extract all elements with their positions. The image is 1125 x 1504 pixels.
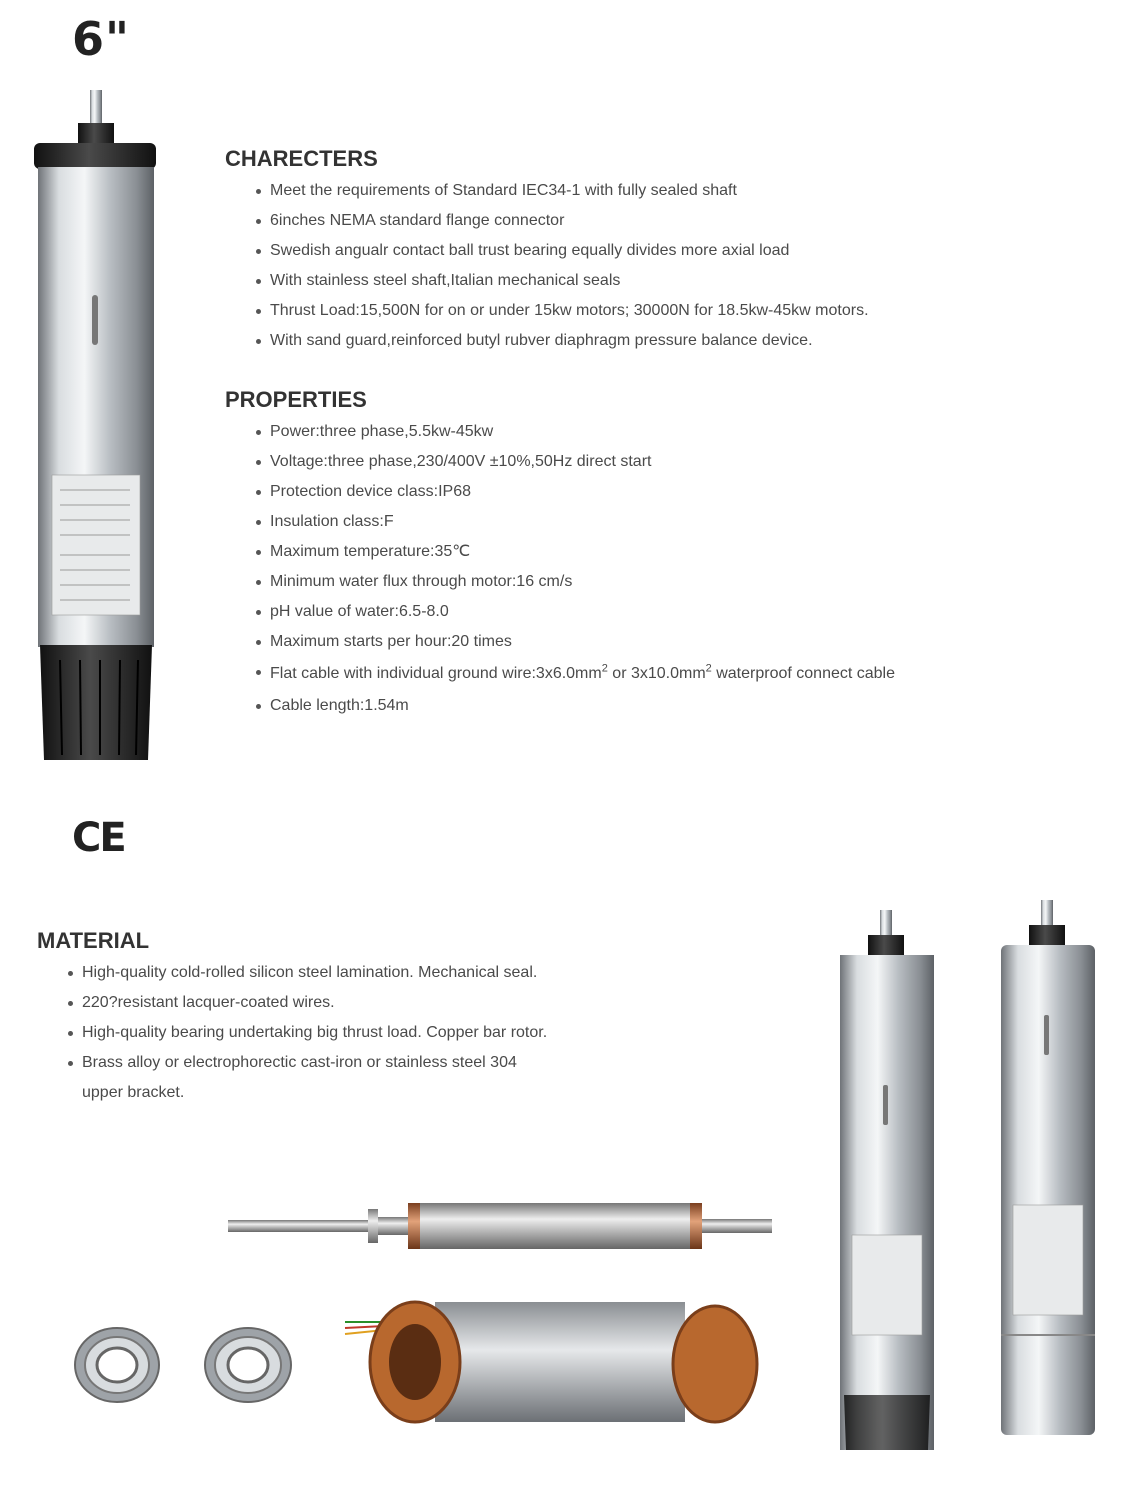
list-item: High-quality cold-rolled silicon steel lamination. Mechanical seal. bbox=[38, 958, 562, 988]
list-item: 220?resistant lacquer-coated wires. bbox=[38, 988, 562, 1018]
bearing-image bbox=[202, 1325, 294, 1405]
material-list bbox=[38, 958, 562, 1108]
list-item: Power:three phase,5.5kw-45kw bbox=[226, 417, 895, 447]
properties-list bbox=[226, 417, 895, 721]
material-title: MATERIAL bbox=[37, 928, 150, 953]
list-item: Insulation class:F bbox=[226, 507, 895, 537]
motor-image bbox=[30, 85, 160, 775]
list-item: Maximum temperature:35℃ bbox=[226, 537, 895, 567]
motor-image bbox=[995, 895, 1105, 1455]
list-item: Meet the requirements of Standard IEC34-1 with fully sealed shaft bbox=[226, 176, 869, 206]
stator-image bbox=[345, 1292, 775, 1432]
list-item: pH value of water:6.5-8.0 bbox=[226, 597, 895, 627]
motor-image bbox=[832, 905, 942, 1465]
list-item: Minimum water flux through motor:16 cm/s bbox=[226, 567, 895, 597]
size-title: 6" bbox=[72, 12, 130, 66]
list-item: 6inches NEMA standard flange connector bbox=[226, 206, 869, 236]
list-item: Maximum starts per hour:20 times bbox=[226, 627, 895, 657]
rotor-image bbox=[228, 1195, 778, 1260]
list-item: Thrust Load:15,500N for on or under 15kw motors; 30000N for 18.5kw-45kw motors. bbox=[226, 296, 869, 326]
list-item: With sand guard,reinforced butyl rubver diaphragm pressure balance device. bbox=[226, 326, 869, 356]
ce-mark: CE bbox=[72, 815, 125, 861]
list-item: Swedish angualr contact ball trust bearing equally divides more axial load bbox=[226, 236, 869, 266]
properties-title: PROPERTIES bbox=[225, 387, 367, 412]
characters-list bbox=[226, 176, 869, 356]
list-item: With stainless steel shaft,Italian mechanical seals bbox=[226, 266, 869, 296]
list-item-cable: Flat cable with individual ground $wire:3x6.0mm^2$ or $3x10.0mm^2$ waterproof connect cable bbox=[226, 657, 895, 691]
bearing-image bbox=[72, 1325, 162, 1405]
list-item: Cable length:1.54m bbox=[226, 691, 895, 721]
list-item: Voltage:three phase,230/400V ±10%,50Hz direct start bbox=[226, 447, 895, 477]
list-item: High-quality bearing undertaking big thrust load. Copper bar rotor. bbox=[38, 1018, 562, 1048]
list-item: Protection device class:IP68 bbox=[226, 477, 895, 507]
characters-title: CHARECTERS bbox=[225, 146, 378, 171]
list-item: Brass alloy or electrophorectic cast-iron or stainless steel 304 upper bracket. bbox=[38, 1048, 562, 1108]
